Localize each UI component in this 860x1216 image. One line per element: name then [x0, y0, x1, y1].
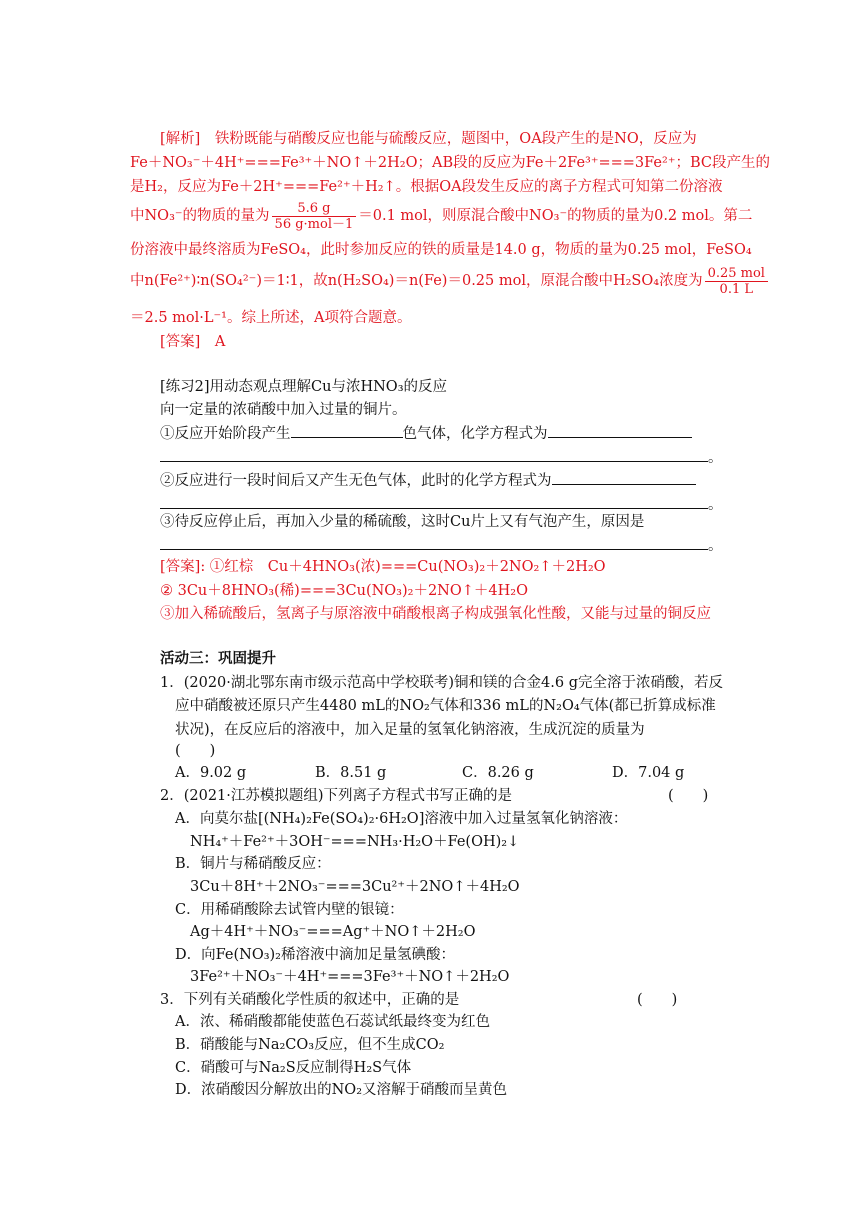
q3-option-c[interactable]: C．硝酸可与Na₂S反应制得H₂S气体: [175, 1060, 412, 1076]
q2-blank-equation[interactable]: [552, 470, 696, 485]
q1-blank-equation[interactable]: [548, 423, 692, 438]
q1-option-d[interactable]: D．7.04 g: [612, 765, 685, 781]
q3-blank-reason[interactable]: [160, 535, 708, 550]
fraction-denominator: 0.1 L: [719, 281, 753, 297]
analysis-line-6: [130, 264, 770, 298]
q1-text-a: ①反应开始阶段产生: [160, 426, 291, 442]
q2-option-a[interactable]: A．向莫尔盐[(NH₄)₂Fe(SO₄)₂·6H₂O]溶液中加入过量氢氧化钠溶液：: [175, 811, 628, 827]
q2-option-b[interactable]: B．铜片与稀硝酸反应：: [175, 856, 331, 872]
practice-answer-2: ② 3Cu＋8HNO₃(稀)===3Cu(NO₃)₂＋2NO↑＋4H₂O: [160, 583, 528, 599]
q1-option-b[interactable]: B．8.51 g: [315, 765, 387, 781]
analysis-line-5: 份溶液中最终溶质为FeSO₄，此时参加反应的铁的质量是14.0 g，物质的量为0.25 mol，FeSO₄: [130, 242, 752, 258]
q1-text-b: 色气体，化学方程式为: [402, 426, 548, 442]
q2-stem: 2．(2021·江苏模拟题组)下列离子方程式书写正确的是: [160, 788, 513, 804]
practice-q3-cont: [160, 535, 723, 557]
q1-line-2: 应中硝酸被还原只产生4480 mL的NO₂气体和336 mL的N₂O₄气体(都已折算成标准: [175, 698, 716, 714]
practice-answer-3: ③加入稀硫酸后，氢离子与原溶液中硝酸根离子构成强氧化性酸，又能与过量的铜反应: [160, 606, 711, 622]
analysis-answer: [答案] A: [160, 334, 226, 350]
q1-line-3: 状况)，在反应后的溶液中，加入足量的氢氧化钠溶液，生成沉淀的质量为: [175, 722, 645, 738]
fraction-iron-moles: [272, 201, 357, 232]
analysis-line-4-post: ＝0.1 mol，则原混合酸中NO₃⁻的物质的量为0.2 mol。第二: [358, 208, 753, 224]
q2-option-d-equation: 3Fe²⁺＋NO₃⁻＋4H⁺===3Fe³⁺＋NO↑＋2H₂O: [190, 969, 510, 985]
q2-blank-equation-cont[interactable]: [160, 494, 708, 509]
practice-q1: [160, 423, 692, 445]
period: 。: [708, 450, 723, 466]
practice-answer-1: [答案]: ①红棕 Cu＋4HNO₃(浓)===Cu(NO₃)₂＋2NO₂↑＋2H₂O: [160, 559, 606, 575]
practice-q1-cont: [160, 447, 723, 469]
q1-answer-paren[interactable]: ( ): [175, 743, 216, 759]
analysis-line-2: Fe＋NO₃⁻＋4H⁺===Fe³⁺＋NO↑＋2H₂O；AB段的反应为Fe＋2Fe³⁺===3Fe²⁺；BC段产生的: [130, 155, 770, 171]
q3-stem: 3．下列有关硝酸化学性质的叙述中，正确的是: [160, 992, 460, 1008]
practice-title: [练习2]用动态观点理解Cu与浓HNO₃的反应: [160, 379, 448, 395]
fraction-denominator: 56 g·mol－1: [274, 216, 354, 232]
period: 。: [708, 538, 723, 554]
q2-option-b-equation: 3Cu＋8H⁺＋2NO₃⁻===3Cu²⁺＋2NO↑＋4H₂O: [190, 879, 520, 895]
q3-option-a[interactable]: A．浓、稀硝酸都能使蓝色石蕊试纸最终变为红色: [175, 1014, 490, 1030]
q3-option-b[interactable]: B．硝酸能与Na₂CO₃反应，但不生成CO₂: [175, 1037, 445, 1053]
q1-blank-color[interactable]: [291, 423, 403, 438]
q2-option-c-equation: Ag＋4H⁺＋NO₃⁻===Ag⁺＋NO↑＋2H₂O: [190, 924, 476, 940]
analysis-line-4-pre: 中NO₃⁻的物质的量为: [130, 208, 270, 224]
q1-line-1: 1．(2020·湖北鄂东南市级示范高中学校联考)铜和镁的合金4.6 g完全溶于浓硝酸，若反: [160, 675, 723, 691]
q2-option-c[interactable]: C．用稀硝酸除去试管内壁的银镜：: [175, 902, 404, 918]
period: 。: [708, 497, 723, 513]
q3-option-d[interactable]: D．浓硝酸因分解放出的NO₂又溶解于硝酸而呈黄色: [175, 1082, 508, 1098]
q2-option-a-equation: NH₄⁺＋Fe²⁺＋3OH⁻===NH₃·H₂O＋Fe(OH)₂↓: [190, 834, 520, 850]
practice-q3: ③待反应停止后，再加入少量的稀硫酸，这时Cu片上又有气泡产生，原因是: [160, 514, 645, 530]
practice-intro: 向一定量的浓硝酸中加入过量的铜片。: [160, 402, 407, 418]
analysis-line-6-pre: 中n(Fe²⁺)∶n(SO₄²⁻)＝1∶1，故n(H₂SO₄)＝n(Fe)＝0.25 mol，原混合酸中H₂SO₄浓度为: [130, 273, 703, 289]
activity-heading: 活动三：巩固提升: [160, 650, 276, 667]
q2-answer-paren[interactable]: ( ): [668, 788, 709, 804]
q3-answer-paren[interactable]: ( ): [637, 992, 678, 1008]
q1-blank-equation-cont[interactable]: [160, 447, 708, 462]
analysis-line-7: ＝2.5 mol·L⁻¹。综上所述，A项符合题意。: [130, 310, 412, 326]
fraction-numerator: 5.6 g: [272, 201, 357, 217]
fraction-numerator: 0.25 mol: [705, 266, 768, 282]
analysis-line-3: 是H₂，反应为Fe＋2H⁺===Fe²⁺＋H₂↑。根据OA段发生反应的离子方程式可知第二份溶液: [130, 179, 723, 195]
practice-q2: [160, 470, 696, 492]
q1-option-a[interactable]: A．9.02 g: [175, 765, 247, 781]
q1-option-c[interactable]: C．8.26 g: [462, 765, 534, 781]
q2-text: ②反应进行一段时间后又产生无色气体，此时的化学方程式为: [160, 473, 552, 489]
analysis-line-1: [解析] 铁粉既能与硝酸反应也能与硫酸反应，题图中，OA段产生的是NO，反应为: [160, 131, 697, 147]
analysis-line-4: [130, 199, 752, 233]
fraction-concentration: [705, 266, 768, 297]
q2-option-d[interactable]: D．向Fe(NO₃)₂稀溶液中滴加足量氢碘酸：: [175, 947, 455, 963]
